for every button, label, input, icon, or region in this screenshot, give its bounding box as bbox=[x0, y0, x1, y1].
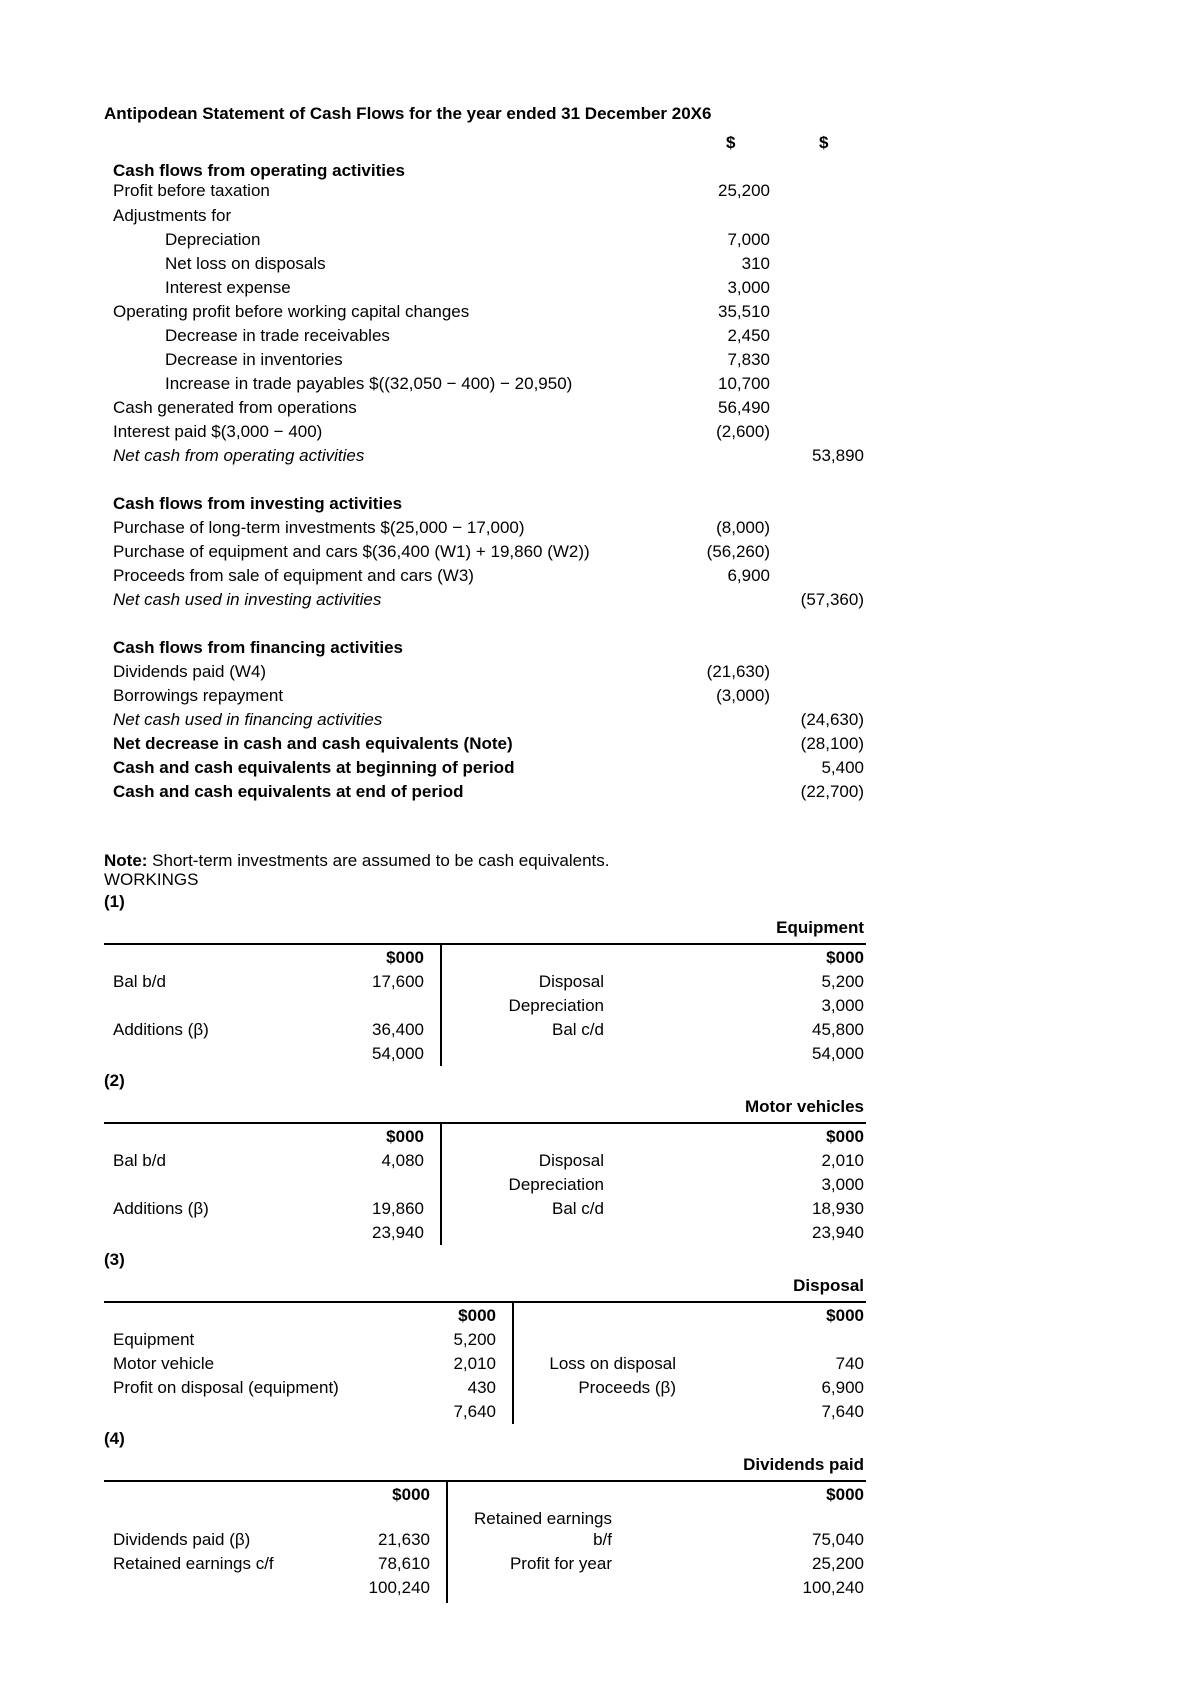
credit-value: 5,200 bbox=[821, 972, 864, 991]
unit-header: $000 bbox=[826, 1485, 864, 1504]
row-label: Increase in trade payables $((32,050 − 400) − 20,950) bbox=[165, 374, 573, 393]
note-label: Note: bbox=[104, 851, 148, 870]
debit-value: 17,600 bbox=[372, 972, 424, 991]
row-total-value: (57,360) bbox=[800, 590, 864, 609]
debit-value: 21,630 bbox=[378, 1530, 430, 1549]
debit-label: Additions (β) bbox=[113, 1199, 209, 1218]
working-number: (4) bbox=[104, 1429, 125, 1448]
page-title: Antipodean Statement of Cash Flows for the year ended 31 December 20X6 bbox=[104, 104, 712, 123]
debit-label: Additions (β) bbox=[113, 1020, 209, 1039]
debit-total: 23,940 bbox=[372, 1223, 424, 1242]
row-label: Net decrease in cash and cash equivalents (Note) bbox=[113, 734, 513, 753]
debit-total: 7,640 bbox=[453, 1402, 496, 1421]
credit-label: Profit for year bbox=[509, 1554, 612, 1573]
debit-value: 430 bbox=[467, 1378, 496, 1397]
t-account-title: Motor vehicles bbox=[744, 1097, 864, 1116]
row-value: 7,830 bbox=[727, 350, 770, 369]
unit-header: $000 bbox=[826, 1306, 864, 1325]
unit-header: $000 bbox=[392, 1485, 430, 1504]
row-value: 6,900 bbox=[727, 566, 770, 585]
debit-label: Dividends paid (β) bbox=[113, 1530, 251, 1549]
row-value: 56,490 bbox=[718, 398, 770, 417]
credit-value: 18,930 bbox=[812, 1199, 864, 1218]
column-header-1: $ bbox=[726, 133, 736, 152]
credit-value: 3,000 bbox=[821, 996, 864, 1015]
debit-label: Retained earnings c/f bbox=[113, 1554, 274, 1573]
working-number: (1) bbox=[104, 892, 125, 911]
t-account-divider bbox=[440, 1123, 442, 1245]
t-account-top-rule bbox=[104, 1480, 866, 1482]
debit-total: 100,240 bbox=[368, 1578, 430, 1597]
row-label: Operating profit before working capital changes bbox=[113, 302, 470, 321]
t-account-top-rule bbox=[104, 1122, 866, 1124]
credit-total: 100,240 bbox=[802, 1578, 864, 1597]
row-label: Net cash used in financing activities bbox=[113, 710, 383, 729]
credit-value: 2,010 bbox=[821, 1151, 864, 1170]
debit-total: 54,000 bbox=[372, 1044, 424, 1063]
t-account-title: Disposal bbox=[793, 1276, 864, 1295]
credit-total: 23,940 bbox=[812, 1223, 864, 1242]
credit-value: 75,040 bbox=[812, 1530, 864, 1549]
credit-total: 7,640 bbox=[821, 1402, 864, 1421]
row-value: 25,200 bbox=[718, 181, 770, 200]
credit-total: 54,000 bbox=[812, 1044, 864, 1063]
row-label: Interest paid $(3,000 − 400) bbox=[113, 422, 323, 441]
row-label: Interest expense bbox=[165, 278, 291, 297]
row-total-value: (28,100) bbox=[800, 734, 864, 753]
unit-header: $000 bbox=[386, 1127, 424, 1146]
t-account-divider bbox=[512, 1302, 514, 1424]
t-account-title: Equipment bbox=[776, 918, 864, 937]
row-label: Net loss on disposals bbox=[165, 254, 326, 273]
credit-label: Disposal bbox=[538, 972, 604, 991]
row-value: 3,000 bbox=[727, 278, 770, 297]
working-number: (3) bbox=[104, 1250, 125, 1269]
row-value: (56,260) bbox=[706, 542, 770, 561]
row-value: (21,630) bbox=[706, 662, 770, 681]
credit-label: Loss on disposal bbox=[549, 1354, 676, 1373]
t-account-divider bbox=[446, 1481, 448, 1603]
row-value: 310 bbox=[741, 254, 770, 273]
row-value: 7,000 bbox=[727, 230, 770, 249]
operating-heading: Cash flows from operating activities bbox=[113, 161, 405, 180]
credit-label: Bal c/d bbox=[552, 1020, 604, 1039]
debit-label: Motor vehicle bbox=[113, 1354, 215, 1373]
workings-heading: WORKINGS bbox=[104, 870, 199, 889]
row-label: Proceeds from sale of equipment and cars (W3) bbox=[113, 566, 474, 585]
credit-value: 3,000 bbox=[821, 1175, 864, 1194]
row-total-value: 53,890 bbox=[812, 446, 864, 465]
row-label: Dividends paid (W4) bbox=[113, 662, 267, 681]
row-label: Net cash from operating activities bbox=[113, 446, 365, 465]
row-label: Cash generated from operations bbox=[113, 398, 357, 417]
credit-value: 740 bbox=[835, 1354, 864, 1373]
credit-label: Depreciation bbox=[508, 996, 604, 1015]
credit-label: Bal c/d bbox=[552, 1199, 604, 1218]
t-account-divider bbox=[440, 944, 442, 1066]
working-number: (2) bbox=[104, 1071, 125, 1090]
credit-label: Depreciation bbox=[508, 1175, 604, 1194]
row-value: (8,000) bbox=[716, 518, 770, 537]
unit-header: $000 bbox=[386, 948, 424, 967]
row-label: Decrease in trade receivables bbox=[165, 326, 390, 345]
credit-label: Disposal bbox=[538, 1151, 604, 1170]
row-label: Purchase of equipment and cars $(36,400 (W1) + 19,860 (W2)) bbox=[113, 542, 590, 561]
row-total-value: (24,630) bbox=[800, 710, 864, 729]
debit-label: Bal b/d bbox=[113, 972, 166, 991]
credit-value: 6,900 bbox=[821, 1378, 864, 1397]
credit-label: Retained earnings bbox=[474, 1509, 612, 1528]
debit-label: Equipment bbox=[113, 1330, 195, 1349]
row-label: Purchase of long-term investments $(25,000 − 17,000) bbox=[113, 518, 525, 537]
credit-label-cont: b/f bbox=[593, 1530, 612, 1549]
column-header-2: $ bbox=[819, 133, 829, 152]
unit-header: $000 bbox=[458, 1306, 496, 1325]
debit-value: 19,860 bbox=[372, 1199, 424, 1218]
unit-header: $000 bbox=[826, 1127, 864, 1146]
t-account-top-rule bbox=[104, 943, 866, 945]
row-value: (3,000) bbox=[716, 686, 770, 705]
unit-header: $000 bbox=[826, 948, 864, 967]
financing-heading: Cash flows from financing activities bbox=[113, 638, 404, 657]
row-label: Profit before taxation bbox=[113, 181, 270, 200]
debit-value: 2,010 bbox=[453, 1354, 496, 1373]
investing-heading: Cash flows from investing activities bbox=[113, 494, 403, 513]
row-label: Cash and cash equivalents at end of period bbox=[113, 782, 464, 801]
debit-value: 4,080 bbox=[381, 1151, 424, 1170]
row-label: Net cash used in investing activities bbox=[113, 590, 382, 609]
row-total-value: (22,700) bbox=[800, 782, 864, 801]
t-account-title: Dividends paid bbox=[743, 1455, 864, 1474]
row-value: 2,450 bbox=[727, 326, 770, 345]
row-value: 35,510 bbox=[718, 302, 770, 321]
row-value: (2,600) bbox=[716, 422, 770, 441]
row-total-value: 5,400 bbox=[821, 758, 864, 777]
row-label: Decrease in inventories bbox=[165, 350, 343, 369]
credit-label: Proceeds (β) bbox=[578, 1378, 676, 1397]
row-label: Cash and cash equivalents at beginning of period bbox=[113, 758, 515, 777]
row-label: Borrowings repayment bbox=[113, 686, 284, 705]
note-text: Short-term investments are assumed to be cash equivalents. bbox=[147, 851, 610, 870]
debit-label: Profit on disposal (equipment) bbox=[113, 1378, 339, 1397]
debit-value: 36,400 bbox=[372, 1020, 424, 1039]
debit-label: Bal b/d bbox=[113, 1151, 166, 1170]
row-label: Depreciation bbox=[165, 230, 261, 249]
note bbox=[104, 851, 610, 871]
credit-value: 25,200 bbox=[812, 1554, 864, 1573]
debit-value: 5,200 bbox=[453, 1330, 496, 1349]
t-account-top-rule bbox=[104, 1301, 866, 1303]
debit-value: 78,610 bbox=[378, 1554, 430, 1573]
row-value: 10,700 bbox=[718, 374, 770, 393]
credit-value: 45,800 bbox=[812, 1020, 864, 1039]
adjustments-label: Adjustments for bbox=[113, 206, 232, 225]
